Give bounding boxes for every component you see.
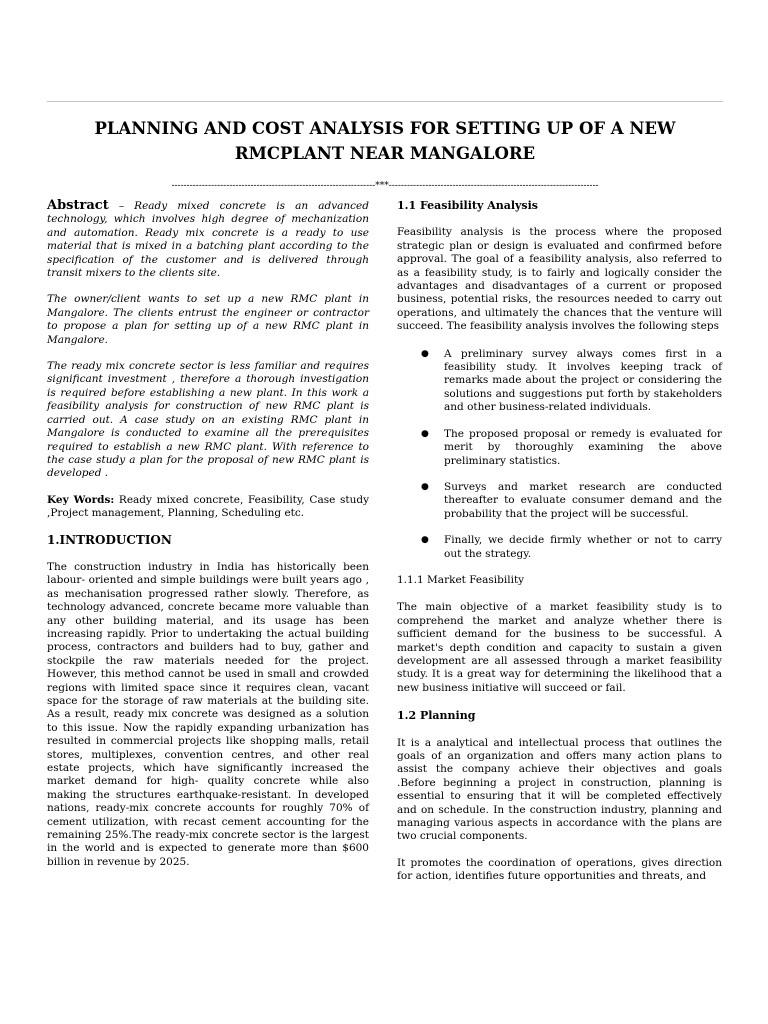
market-feasibility-body: The main objective of a market feasibility study is to comprehend the market and analyze whether there is sufficient demand for the business to be successful. A market's depth condition and capacity to sustain a given development are all assessed through a market feasibility study. It is a great way for determining the likelihood that a new business initiative will succeed or fail. [397,601,722,694]
list-item: ● The proposed proposal or remedy is evaluated for merit by thoroughly examining the above preliminary statistics. [421,427,722,467]
abstract-paragraph-1 [47,199,369,280]
planning-body-2: It promotes the coordination of operations, gives direction for action, identifies future opportunities and threats, and [397,856,722,883]
list-item: ● Finally, we decide firmly whether or not to carry out the strategy. [421,534,722,560]
list-item: ● A preliminary survey always comes first in a feasibility study. It involves keeping track of remarks made about the project or considering the solutions and suggestions put forth by stakeholders and other business-related individuals. [421,347,722,414]
bullet-icon: ● [421,535,429,546]
keywords-paragraph [47,494,369,521]
abstract-paragraph-2: The owner/client wants to set up a new RMC plant in Mangalore. The clients entrust the engineer or contractor to propose a plan for setting up of a new RMC plant in Mangalore. [47,293,369,346]
planning-heading: 1.2 Planning [397,709,476,723]
right-column [397,199,722,884]
bullet-icon: ● [421,428,429,439]
list-item: ● Surveys and market research are conducted thereafter to evaluate consumer demand and the probability that the project will be successful. [421,480,722,520]
introduction-body: The construction industry in India has historically been labour- oriented and simple buildings were built years ago , as mechanisation progressed rather slowly. Therefore, as technology advanced, concrete became more valuable than any other building material, and its usage has been increasing rapidly. Prior to undertaking the actual building process, contractors and builders had to buy, gather and stockpile the raw materials needed for the project. However, this method cannot be used in small and crowded regions with limited space since it requires clean, vacant space for the storage of raw materials at the building site. As a result, ready mix concrete was designed as a solution to this issue. Now the rapidly expanding urbanization has resulted in commercial projects like shopping malls, retail stores, multiplexes, convention centres, and other real estate projects, which have significantly increased the market demand for high- quality concrete while also making the structures earthquake-resistant. In developed nations, ready-mix concrete accounts for roughly 70% of cement utilization, with recast cement accounting for the remaining 25%.The ready-mix concrete sector is the largest in the world and is expected to generate more than $600 billion in revenue by 2025. [47,560,369,868]
abstract-heading: Abstract [47,198,109,213]
bullet-icon: ● [421,348,429,359]
abstract-text-1: – Ready mixed concrete is an advanced technology, which involves high degree of mechanization and automation. Ready mix concrete is a ready to use material that is mixed in a batching plant according to the specification of the customer and is delivered through transit mixers to the clients site. [47,200,369,280]
feasibility-body: Feasibility analysis is the process where the proposed strategic plan or design is evaluated and confirmed before approval. The goal of a feasibility analysis, also referred to as a feasibility study, is to fairly and logically consider the advantages and disadvantages of a current or proposed business, potential risks, the resources needed to carry out operations, and ultimately the chances that the venture will succeed. The feasibility analysis involves the following steps [397,226,722,333]
section-separator: -------------------------------------------------------------------***--------------------------------------------------------------------- [171,181,599,191]
abstract-paragraph-3: The ready mix concrete sector is less familiar and requires significant investment , therefore a thorough investigation is required before establishing a new plant. In this work a feasibility analysis for construction of new RMC plant is carried out. A case study on an existing RMC plant in Mangalore is conducted to examine all the prerequisites required to establish a new RMC plant. With reference to the case study a plan for the proposal of new RMC plant is developed . [47,360,369,480]
paper-title: PLANNING AND COST ANALYSIS FOR SETTING UP OF A NEW RMCPLANT NEAR MANGALORE [94,119,676,163]
top-rule [47,101,723,102]
left-column [47,199,369,869]
feasibility-heading: 1.1 Feasibility Analysis [397,199,538,212]
keywords-text: Ready mixed concrete, Feasibility, Case study ,Project management, Planning, Scheduling etc. [47,493,370,520]
market-feasibility-heading: 1.1.1 Market Feasibility [397,573,525,586]
planning-body-1: It is a analytical and intellectual process that outlines the goals of an organization and offers many action plans to assist the company achieve their objectives and goals .Before beginning a project in construction, planning is essential to ensuring that it will be completed effectively and on schedule. In the construction industry, planning and managing various aspects in accordance with the plans are two crucial components. [397,736,722,843]
introduction-heading: 1.INTRODUCTION [47,532,172,547]
bullet-icon: ● [421,481,429,492]
keywords-label: Key Words: [47,493,115,506]
feasibility-steps-list [397,348,722,561]
